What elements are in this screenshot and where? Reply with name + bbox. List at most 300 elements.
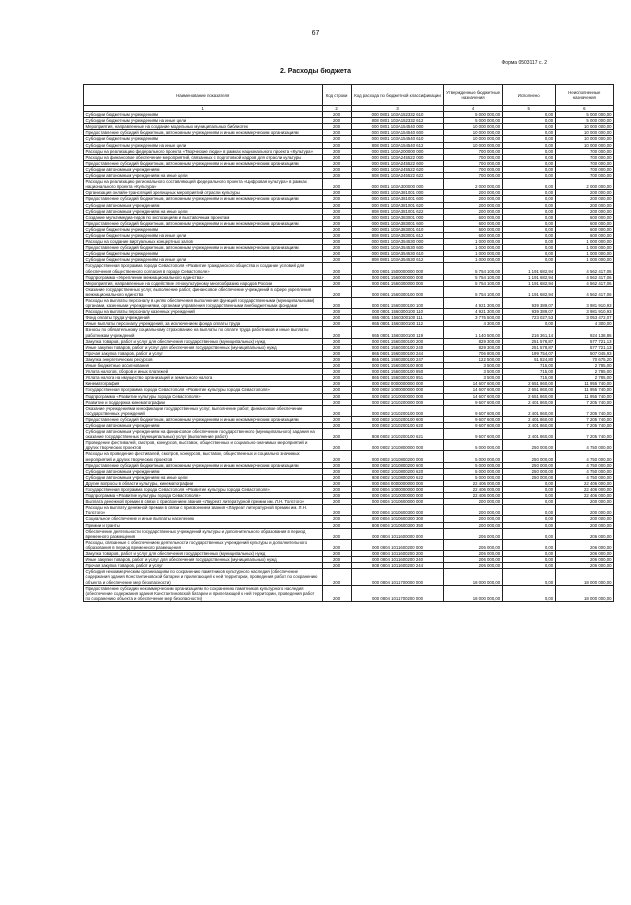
row-approved-cell: 9 607 600,00 bbox=[444, 422, 502, 428]
row-approved-cell: 1 000 000,00 bbox=[444, 251, 502, 257]
row-classification-cell: 000 0801 1560300100 110 bbox=[351, 309, 444, 315]
row-name-cell: Закупка товаров, работ и услуг для обеспечения государственных (муниципальных) нужд bbox=[84, 551, 323, 557]
row-remaining-cell: 3 981 910,93 bbox=[555, 309, 613, 315]
row-remaining-cell: 18 000 000,00 bbox=[555, 569, 613, 585]
form-label: Форма 0503117 с. 2 bbox=[501, 60, 547, 66]
row-name-cell: Субсидии бюджетным учреждениям на иные цели bbox=[84, 257, 323, 263]
row-name-cell: Субсидии автономным учреждениям bbox=[84, 202, 323, 208]
row-classification-cell: 865 0801 1560300100 244 bbox=[351, 350, 444, 356]
row-name-cell: Подпрограмма «Развитие культуры города Севастополя» bbox=[84, 493, 323, 499]
row-name-cell: Субсидии бюджетным учреждениям на иные цели bbox=[84, 142, 323, 148]
row-approved-cell: 5 000 000,00 bbox=[444, 112, 502, 118]
row-classification-cell: 000 0801 103А154540 600 bbox=[351, 130, 444, 136]
row-remaining-cell: 206 000,00 bbox=[555, 551, 613, 557]
row-name-cell: Выплата денежной премии в связи с присвоением звания «Лауреат литературной премии им. Л.Н. Толстого» bbox=[84, 499, 323, 505]
row-remaining-cell: 3 981 910,93 bbox=[555, 298, 613, 309]
row-classification-cell: 000 0801 1560300100 000 bbox=[351, 286, 444, 297]
row-remaining-cell: 200 000,00 bbox=[555, 190, 613, 196]
row-executed-cell: 0,00 bbox=[502, 528, 555, 539]
row-approved-cell: 4 300,00 bbox=[444, 321, 502, 327]
index-cell: 5 bbox=[502, 106, 555, 112]
row-executed-cell: 0,00 bbox=[502, 196, 555, 202]
row-remaining-cell: 11 955 740,00 bbox=[555, 381, 613, 387]
row-name-cell: Оказание учреждениями кинофикации государственных услуг, выполнение работ, финансовое обеспечение государственных учреждений bbox=[84, 405, 323, 416]
row-classification-cell: 000 0804 1010600300 300 bbox=[351, 516, 444, 522]
row-executed-cell: 251 578,87 bbox=[502, 338, 555, 344]
row-executed-cell: 0,00 bbox=[502, 569, 555, 585]
row-approved-cell: 700 000,00 bbox=[444, 148, 502, 154]
row-name-cell: Кинематография bbox=[84, 381, 323, 387]
row-classification-cell: 865 0801 1560300100 119 bbox=[351, 327, 444, 338]
row-approved-cell: 10 000 000,00 bbox=[444, 124, 502, 130]
row-code-cell: 200 bbox=[322, 451, 351, 462]
row-name-cell: Социальное обеспечение и иные выплаты населению bbox=[84, 516, 323, 522]
row-executed-cell: 2 401 860,00 bbox=[502, 405, 555, 416]
row-name-cell: Иные бюджетные ассигнования bbox=[84, 363, 323, 369]
row-executed-cell: 0,00 bbox=[502, 130, 555, 136]
row-approved-cell: 5 000 000,00 bbox=[444, 118, 502, 124]
row-executed-cell: 0,00 bbox=[502, 173, 555, 179]
row-executed-cell: 0,00 bbox=[502, 505, 555, 516]
row-classification-cell: 000 0801 103А381001 620 bbox=[351, 202, 444, 208]
row-name-cell: Обеспечение деятельности государственных учреждений культуры и дополнительного образования в период временного размещения bbox=[84, 528, 323, 539]
row-executed-cell: 0,00 bbox=[502, 585, 555, 601]
row-classification-cell: 000 0801 103А383001 000 bbox=[351, 214, 444, 220]
row-approved-cell: 706 800,00 bbox=[444, 350, 502, 356]
row-code-cell: 200 bbox=[322, 375, 351, 381]
row-remaining-cell: 4 750 000,00 bbox=[555, 440, 613, 451]
row-remaining-cell: 200 000,00 bbox=[555, 522, 613, 528]
row-code-cell: 200 bbox=[322, 208, 351, 214]
row-name-cell: Субсидии бюджетным учреждениям bbox=[84, 226, 323, 232]
header-remaining: Неисполненные назначения bbox=[555, 85, 613, 106]
row-remaining-cell: 4 750 000,00 bbox=[555, 462, 613, 468]
row-classification-cell: 000 0801 1560300100 800 bbox=[351, 363, 444, 369]
row-name-cell: Предоставление субсидий бюджетным, автономным учреждениям и иным некоммерческим организациям bbox=[84, 130, 323, 136]
row-classification-cell: 865 0801 1560300100 851 bbox=[351, 375, 444, 381]
row-classification-cell: 000 0801 103А245522 600 bbox=[351, 160, 444, 166]
row-remaining-cell: 10 000 000,00 bbox=[555, 136, 613, 142]
row-approved-cell: 829 300,00 bbox=[444, 344, 502, 350]
row-classification-cell: 000 0802 0000000000 000 bbox=[351, 381, 444, 387]
row-executed-cell: 250 000,00 bbox=[502, 440, 555, 451]
table-header-row bbox=[84, 85, 614, 106]
row-executed-cell: 0,00 bbox=[502, 232, 555, 238]
row-approved-cell: 5 754 100,00 bbox=[444, 263, 502, 274]
row-remaining-cell: 7 205 740,00 bbox=[555, 416, 613, 422]
table-row bbox=[84, 263, 614, 274]
row-name-cell: Расходы на выплаты персоналу в целях обеспечения выполнения функций государственными (муниципальными) органами, казенными учреждениями, органами управления государственными внебюджетными фондами bbox=[84, 298, 323, 309]
row-name-cell: Оказание государственных услуг, выполнение работ, финансовое обеспечение учреждений в сфере укрепления межнационального единства bbox=[84, 286, 323, 297]
row-remaining-cell: 600 000,00 bbox=[555, 226, 613, 232]
row-approved-cell: 200 000,00 bbox=[444, 522, 502, 528]
row-executed-cell: 199 754,07 bbox=[502, 350, 555, 356]
row-approved-cell: 200 000,00 bbox=[444, 499, 502, 505]
row-remaining-cell: 577 721,13 bbox=[555, 338, 613, 344]
row-approved-cell: 2 000 000,00 bbox=[444, 179, 502, 190]
row-remaining-cell: 1 000 000,00 bbox=[555, 239, 613, 245]
row-approved-cell: 10 000 000,00 bbox=[444, 130, 502, 136]
row-approved-cell: 10 000 000,00 bbox=[444, 136, 502, 142]
row-approved-cell: 700 000,00 bbox=[444, 154, 502, 160]
row-name-cell: Мероприятия, направленные на создание модельных муниципальных библиотек bbox=[84, 124, 323, 130]
row-approved-cell: 5 000 000,00 bbox=[444, 474, 502, 480]
header-executed: Исполнено bbox=[502, 85, 555, 106]
row-classification-cell: 808 0804 1010600300 350 bbox=[351, 522, 444, 528]
row-remaining-cell: 10 000 000,00 bbox=[555, 130, 613, 136]
row-executed-cell: 216 361,14 bbox=[502, 327, 555, 338]
row-code-cell: 200 bbox=[322, 220, 351, 226]
row-executed-cell: 2 651 860,00 bbox=[502, 381, 555, 387]
header-classification: Код расхода по бюджетной классификации bbox=[351, 85, 444, 106]
row-code-cell: 200 bbox=[322, 393, 351, 399]
row-code-cell: 200 bbox=[322, 387, 351, 393]
section-title: 2. Расходы бюджета bbox=[280, 68, 351, 75]
row-executed-cell: 0,00 bbox=[502, 202, 555, 208]
row-classification-cell: 808 0801 103А245522 622 bbox=[351, 173, 444, 179]
row-approved-cell: 600 000,00 bbox=[444, 220, 502, 226]
header-approved: Утвержденные бюджетные назначения bbox=[444, 85, 502, 106]
row-approved-cell: 9 607 600,00 bbox=[444, 416, 502, 422]
row-classification-cell: 808 0802 1010200100 621 bbox=[351, 429, 444, 440]
row-name-cell: Расходы на финансовое обеспечение мероприятий, связанных с подготовкой кадров для отрасли культуры bbox=[84, 154, 323, 160]
table-row bbox=[84, 429, 614, 440]
row-approved-cell: 22 406 000,00 bbox=[444, 480, 502, 486]
row-executed-cell: 715,00 bbox=[502, 369, 555, 375]
index-cell: 1 bbox=[84, 106, 323, 112]
row-classification-cell: 000 0802 1010200100 600 bbox=[351, 416, 444, 422]
table-row bbox=[84, 539, 614, 550]
row-executed-cell: 0,00 bbox=[502, 251, 555, 257]
row-code-cell: 200 bbox=[322, 226, 351, 232]
row-executed-cell: 0,00 bbox=[502, 563, 555, 569]
row-approved-cell: 9 607 600,00 bbox=[444, 429, 502, 440]
row-approved-cell: 200 000,00 bbox=[444, 516, 502, 522]
row-executed-cell: 0,00 bbox=[502, 516, 555, 522]
index-cell: 3 bbox=[351, 106, 444, 112]
row-name-cell: Уплата налога на имущество организаций и земельного налога bbox=[84, 375, 323, 381]
row-approved-cell: 206 000,00 bbox=[444, 551, 502, 557]
row-executed-cell: 0,00 bbox=[502, 245, 555, 251]
row-code-cell: 200 bbox=[322, 298, 351, 309]
row-approved-cell: 1 140 500,00 bbox=[444, 327, 502, 338]
row-name-cell: Расходы на проведение фестивалей, смотров, конкурсов, выставок, общественных и социально значимых мероприятий и других творческих проектов bbox=[84, 451, 323, 462]
row-executed-cell: 1 191 682,94 bbox=[502, 286, 555, 297]
index-cell: 4 bbox=[444, 106, 502, 112]
row-executed-cell: 250 000,00 bbox=[502, 474, 555, 480]
row-name-cell: Мероприятия, направленные на содействие этнокультурному многообразию народов России bbox=[84, 280, 323, 286]
row-approved-cell: 600 000,00 bbox=[444, 232, 502, 238]
row-classification-cell: 000 0801 103А245522 000 bbox=[351, 154, 444, 160]
row-code-cell: 200 bbox=[322, 440, 351, 451]
row-code-cell: 200 bbox=[322, 381, 351, 387]
row-remaining-cell: 700 000,00 bbox=[555, 160, 613, 166]
row-executed-cell: 0,00 bbox=[502, 214, 555, 220]
row-name-cell: Предоставление субсидий бюджетным, автономным учреждениям и иным некоммерческим организациям bbox=[84, 245, 323, 251]
row-remaining-cell: 4 562 417,06 bbox=[555, 274, 613, 280]
row-classification-cell: 000 0801 103А354530 610 bbox=[351, 251, 444, 257]
row-code-cell: 200 bbox=[322, 142, 351, 148]
row-name-cell: Субсидии автономным учреждениям bbox=[84, 422, 323, 428]
row-code-cell: 200 bbox=[322, 338, 351, 344]
row-classification-cell: 000 0802 1010200100 620 bbox=[351, 422, 444, 428]
row-code-cell: 200 bbox=[322, 363, 351, 369]
row-approved-cell: 200 000,00 bbox=[444, 196, 502, 202]
row-executed-cell: 0,00 bbox=[502, 112, 555, 118]
row-code-cell: 200 bbox=[322, 416, 351, 422]
row-approved-cell: 200 000,00 bbox=[444, 190, 502, 196]
row-name-cell: Иные закупки товаров, работ и услуг для обеспечения государственных (муниципальных) нужд bbox=[84, 344, 323, 350]
row-code-cell: 200 bbox=[322, 474, 351, 480]
row-classification-cell: 000 0802 1000000000 000 bbox=[351, 387, 444, 393]
row-code-cell: 200 bbox=[322, 309, 351, 315]
row-code-cell: 200 bbox=[322, 468, 351, 474]
header-name: Наименование показателя bbox=[84, 85, 323, 106]
row-code-cell: 200 bbox=[322, 214, 351, 220]
row-code-cell: 200 bbox=[322, 327, 351, 338]
row-code-cell: 200 bbox=[322, 263, 351, 274]
row-classification-cell: 000 0801 1560300100 850 bbox=[351, 369, 444, 375]
row-classification-cell: 865 0801 1560300100 111 bbox=[351, 315, 444, 321]
row-remaining-cell: 7 205 740,00 bbox=[555, 399, 613, 405]
row-code-cell: 200 bbox=[322, 563, 351, 569]
row-remaining-cell: 4 562 417,06 bbox=[555, 286, 613, 297]
row-remaining-cell: 70 675,20 bbox=[555, 356, 613, 362]
row-code-cell: 200 bbox=[322, 522, 351, 528]
row-code-cell: 200 bbox=[322, 190, 351, 196]
row-classification-cell: 000 0801 1560000000 000 bbox=[351, 274, 444, 280]
row-approved-cell: 14 607 600,00 bbox=[444, 387, 502, 393]
row-remaining-cell: 7 205 740,00 bbox=[555, 422, 613, 428]
row-remaining-cell: 4 750 000,00 bbox=[555, 474, 613, 480]
row-approved-cell: 206 000,00 bbox=[444, 539, 502, 550]
row-remaining-cell: 577 721,13 bbox=[555, 344, 613, 350]
row-code-cell: 200 bbox=[322, 369, 351, 375]
row-classification-cell: 000 0804 1011700200 000 bbox=[351, 585, 444, 601]
row-executed-cell: 2 651 860,00 bbox=[502, 387, 555, 393]
row-code-cell: 200 bbox=[322, 112, 351, 118]
row-remaining-cell: 5 000 000,00 bbox=[555, 118, 613, 124]
row-code-cell: 200 bbox=[322, 569, 351, 585]
row-executed-cell: 2 401 860,00 bbox=[502, 429, 555, 440]
row-approved-cell: 9 607 600,00 bbox=[444, 405, 502, 416]
row-approved-cell: 22 406 000,00 bbox=[444, 493, 502, 499]
row-approved-cell: 3 500,00 bbox=[444, 363, 502, 369]
row-code-cell: 200 bbox=[322, 274, 351, 280]
row-executed-cell: 0,00 bbox=[502, 124, 555, 130]
row-executed-cell: 939 389,07 bbox=[502, 298, 555, 309]
row-classification-cell: 000 0802 1010800200 000 bbox=[351, 451, 444, 462]
row-remaining-cell: 1 000 000,00 bbox=[555, 245, 613, 251]
row-classification-cell: 000 0801 103А354530 000 bbox=[351, 239, 444, 245]
row-executed-cell: 250 000,00 bbox=[502, 451, 555, 462]
row-name-cell: Взносы по обязательному социальному страхованию на выплаты по оплате труда работников и иные выплаты работникам учреждений bbox=[84, 327, 323, 338]
row-executed-cell: 0,00 bbox=[502, 551, 555, 557]
row-executed-cell: 1 191 682,94 bbox=[502, 274, 555, 280]
row-classification-cell: 808 0801 103А152332 612 bbox=[351, 118, 444, 124]
row-approved-cell: 206 000,00 bbox=[444, 557, 502, 563]
row-approved-cell: 3 776 500,00 bbox=[444, 315, 502, 321]
table-row bbox=[84, 179, 614, 190]
row-classification-cell: 000 0801 1560300100 240 bbox=[351, 344, 444, 350]
row-code-cell: 200 bbox=[322, 130, 351, 136]
row-classification-cell: 808 0801 103А154540 612 bbox=[351, 142, 444, 148]
row-executed-cell: 251 578,87 bbox=[502, 344, 555, 350]
row-name-cell: Закупка товаров, работ и услуг для обеспечения государственных (муниципальных) нужд bbox=[84, 338, 323, 344]
row-remaining-cell: 924 138,86 bbox=[555, 327, 613, 338]
row-approved-cell: 700 000,00 bbox=[444, 166, 502, 172]
row-name-cell: Расходы на выплату денежной премии в связи с присвоением звания «Лауреат литературной премии им. Л.Н. Толстого» bbox=[84, 505, 323, 516]
row-remaining-cell: 200 000,00 bbox=[555, 202, 613, 208]
row-name-cell: Субсидии автономным учреждениям на иные цели bbox=[84, 474, 323, 480]
row-classification-cell: 865 0801 1560300100 247 bbox=[351, 356, 444, 362]
row-classification-cell: 000 0801 1560300000 000 bbox=[351, 280, 444, 286]
row-classification-cell: 000 0804 1010000000 000 bbox=[351, 493, 444, 499]
row-code-cell: 200 bbox=[322, 196, 351, 202]
row-name-cell: Субсидии бюджетным учреждениям на иные цели bbox=[84, 118, 323, 124]
row-classification-cell: 000 0801 103А383001 610 bbox=[351, 226, 444, 232]
row-remaining-cell: 22 406 000,00 bbox=[555, 487, 613, 493]
row-code-cell: 200 bbox=[322, 245, 351, 251]
row-remaining-cell: 2 785,00 bbox=[555, 375, 613, 381]
row-name-cell: Предоставление субсидий бюджетным, автономным учреждениям и иным некоммерческим организациям bbox=[84, 462, 323, 468]
row-executed-cell: 715,00 bbox=[502, 363, 555, 369]
expenses-table bbox=[83, 84, 614, 602]
row-classification-cell: 000 0802 1010200100 000 bbox=[351, 405, 444, 416]
row-executed-cell: 0,00 bbox=[502, 539, 555, 550]
table-row bbox=[84, 505, 614, 516]
row-code-cell: 200 bbox=[322, 422, 351, 428]
row-code-cell: 200 bbox=[322, 528, 351, 539]
row-executed-cell: 0,00 bbox=[502, 118, 555, 124]
row-remaining-cell: 700 000,00 bbox=[555, 173, 613, 179]
row-code-cell: 200 bbox=[322, 166, 351, 172]
row-approved-cell: 200 000,00 bbox=[444, 208, 502, 214]
row-remaining-cell: 10 000 000,00 bbox=[555, 142, 613, 148]
row-approved-cell: 5 000 000,00 bbox=[444, 468, 502, 474]
row-executed-cell: 0,00 bbox=[502, 321, 555, 327]
row-remaining-cell: 700 000,00 bbox=[555, 154, 613, 160]
row-classification-cell: 000 0804 1000000000 000 bbox=[351, 487, 444, 493]
row-classification-cell: 808 0801 103А381001 622 bbox=[351, 208, 444, 214]
row-code-cell: 200 bbox=[322, 154, 351, 160]
row-classification-cell: 000 0802 1010200000 000 bbox=[351, 399, 444, 405]
row-name-cell: Предоставление субсидий бюджетным, автономным учреждениям и иным некоммерческим организациям bbox=[84, 196, 323, 202]
row-executed-cell: 0,00 bbox=[502, 208, 555, 214]
row-classification-cell: 000 0801 103А245522 620 bbox=[351, 166, 444, 172]
row-executed-cell: 250 000,00 bbox=[502, 462, 555, 468]
row-name-cell: Организация онлайн-трансляций зрелищных мероприятий отрасли культуры bbox=[84, 190, 323, 196]
table-row bbox=[84, 405, 614, 416]
row-classification-cell: 000 0801 103А152332 610 bbox=[351, 112, 444, 118]
row-classification-cell: 865 0801 1560300100 112 bbox=[351, 321, 444, 327]
table-row bbox=[84, 528, 614, 539]
row-code-cell: 200 bbox=[322, 179, 351, 190]
table-row bbox=[84, 569, 614, 585]
row-code-cell: 200 bbox=[322, 280, 351, 286]
row-approved-cell: 200 000,00 bbox=[444, 202, 502, 208]
row-name-cell: Субсидии автономным учреждениям bbox=[84, 468, 323, 474]
row-remaining-cell: 4 750 000,00 bbox=[555, 451, 613, 462]
row-remaining-cell: 22 406 000,00 bbox=[555, 480, 613, 486]
page-number: 67 bbox=[311, 30, 320, 37]
row-code-cell: 200 bbox=[322, 321, 351, 327]
row-remaining-cell: 200 000,00 bbox=[555, 505, 613, 516]
row-code-cell: 200 bbox=[322, 429, 351, 440]
row-approved-cell: 600 000,00 bbox=[444, 226, 502, 232]
row-name-cell: Расходы на реализацию регионального составляющей федерального проекта «Цифровая культура» в рамках национального проекта «Культура» bbox=[84, 179, 323, 190]
row-remaining-cell: 1 000 000,00 bbox=[555, 251, 613, 257]
row-code-cell: 200 bbox=[322, 315, 351, 321]
row-executed-cell: 715,00 bbox=[502, 375, 555, 381]
row-executed-cell: 0,00 bbox=[502, 557, 555, 563]
row-name-cell: Подпрограмма «Развитие культуры города Севастополя» bbox=[84, 393, 323, 399]
row-code-cell: 200 bbox=[322, 251, 351, 257]
row-approved-cell: 5 754 100,00 bbox=[444, 286, 502, 297]
row-approved-cell: 700 000,00 bbox=[444, 160, 502, 166]
row-name-cell: Расходы, связанные с обеспечением деятельности государственных учреждений культуры и дополнительного образования в период временного размещения bbox=[84, 539, 323, 550]
row-classification-cell: 000 0801 103А300000 000 bbox=[351, 179, 444, 190]
row-code-cell: 200 bbox=[322, 557, 351, 563]
row-approved-cell: 1 000 000,00 bbox=[444, 239, 502, 245]
row-classification-cell: 000 0801 103А383001 600 bbox=[351, 220, 444, 226]
row-executed-cell: 2 401 860,00 bbox=[502, 399, 555, 405]
row-approved-cell: 206 000,00 bbox=[444, 563, 502, 569]
row-remaining-cell: 2 000 000,00 bbox=[555, 179, 613, 190]
row-executed-cell: 0,00 bbox=[502, 493, 555, 499]
row-name-cell: Предоставление субсидий бюджетным, автономным учреждениям и иным некоммерческим организациям bbox=[84, 416, 323, 422]
row-code-cell: 200 bbox=[322, 585, 351, 601]
row-approved-cell: 10 000 000,00 bbox=[444, 142, 502, 148]
header-code: Код строки bbox=[322, 85, 351, 106]
row-code-cell: 200 bbox=[322, 462, 351, 468]
row-name-cell: Государственная программа города Севастополя «Развитие гражданского общества и создание условий для обеспечения общественного согласия в городе Севастополе» bbox=[84, 263, 323, 274]
row-code-cell: 200 bbox=[322, 232, 351, 238]
row-executed-cell: 0,00 bbox=[502, 142, 555, 148]
row-executed-cell: 0,00 bbox=[502, 190, 555, 196]
index-cell: 6 bbox=[555, 106, 613, 112]
row-approved-cell: 1 000 000,00 bbox=[444, 257, 502, 263]
row-code-cell: 200 bbox=[322, 118, 351, 124]
row-name-cell: Субсидия некоммерческим организациям по сохранению памятников культурного наследия (обеспечение содержания здания Константиновской батареи и прилегающей к ней территории, проведения работ по сохранению объекта и обеспечение мер безопасности) bbox=[84, 569, 323, 585]
row-executed-cell: 51 824,80 bbox=[502, 356, 555, 362]
row-classification-cell: 000 0801 1560300100 100 bbox=[351, 298, 444, 309]
row-name-cell: Расходы на выплаты персоналу казенных учреждений bbox=[84, 309, 323, 315]
row-classification-cell: 000 0804 0000000000 000 bbox=[351, 480, 444, 486]
row-name-cell: Государственная программа города Севастополя «Развитие культуры города Севастополя» bbox=[84, 387, 323, 393]
row-code-cell: 200 bbox=[322, 344, 351, 350]
row-executed-cell: 1 191 682,94 bbox=[502, 280, 555, 286]
row-classification-cell: 808 0802 1010800200 622 bbox=[351, 474, 444, 480]
row-approved-cell: 3 500,00 bbox=[444, 369, 502, 375]
row-remaining-cell: 600 000,00 bbox=[555, 232, 613, 238]
row-classification-cell: 000 0801 1560300100 200 bbox=[351, 338, 444, 344]
row-code-cell: 200 bbox=[322, 356, 351, 362]
row-approved-cell: 122 500,00 bbox=[444, 356, 502, 362]
row-executed-cell: 0,00 bbox=[502, 257, 555, 263]
row-remaining-cell: 2 785,00 bbox=[555, 363, 613, 369]
row-code-cell: 200 bbox=[322, 173, 351, 179]
row-remaining-cell: 700 000,00 bbox=[555, 166, 613, 172]
table-row bbox=[84, 327, 614, 338]
row-approved-cell: 3 500,00 bbox=[444, 375, 502, 381]
row-remaining-cell: 206 000,00 bbox=[555, 557, 613, 563]
row-approved-cell: 4 921 300,00 bbox=[444, 298, 502, 309]
row-name-cell: Закупка энергетических ресурсов bbox=[84, 356, 323, 362]
row-executed-cell: 0,00 bbox=[502, 487, 555, 493]
row-code-cell: 200 bbox=[322, 239, 351, 245]
row-name-cell: Иные закупки товаров, работ и услуг для обеспечения государственных (муниципальных) нужд bbox=[84, 557, 323, 563]
